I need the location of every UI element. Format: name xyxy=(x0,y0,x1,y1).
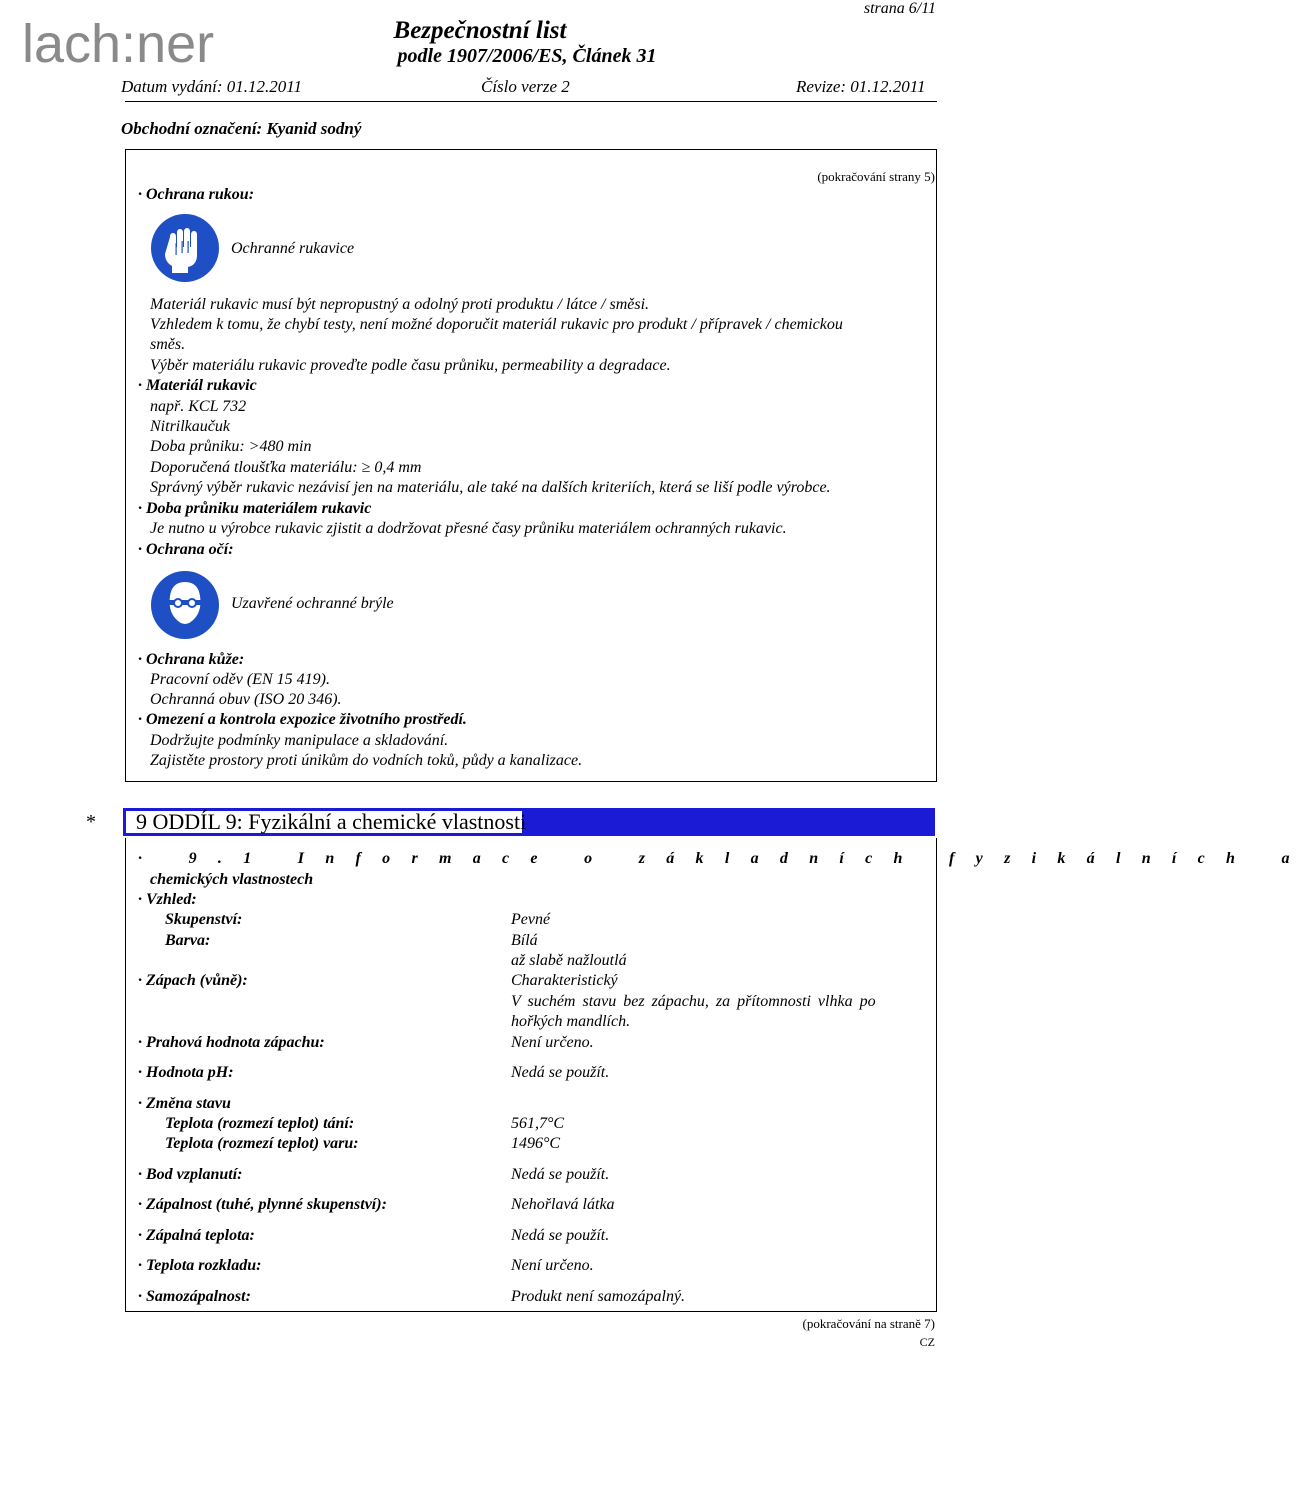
revision-marker: * xyxy=(86,811,96,833)
property-value: 561,7°C xyxy=(511,1115,565,1132)
property-label: · Bod vzplanutí: xyxy=(138,1166,243,1183)
goggles-icon xyxy=(150,570,220,640)
property-value: Pevné xyxy=(511,911,551,928)
glove-material-line-4: Doporučená tloušťka materiálu: ≥ 0,4 mm xyxy=(150,459,422,476)
glove-material-heading: · Materiál rukavic xyxy=(138,377,257,394)
goggles-label: Uzavřené ochranné brýle xyxy=(231,595,394,612)
property-label: Barva: xyxy=(165,932,211,949)
gloves-icon xyxy=(150,213,220,283)
revision-date: Revize: 01.12.2011 xyxy=(796,77,926,96)
property-value: V suchém stavu bez zápachu, za přítomnosti vlhka po xyxy=(511,993,876,1010)
property-value: Nedá se použít. xyxy=(511,1166,610,1183)
environment-heading: · Omezení a kontrola expozice životního prostředí. xyxy=(138,711,467,728)
property-value: Produkt není samozápalný. xyxy=(511,1288,686,1305)
info-heading-line-1: · 9.1 Informace o základních fyzikálních a xyxy=(138,850,1311,867)
property-value: Bílá xyxy=(511,932,538,949)
version-number: Číslo verze 2 xyxy=(481,77,570,96)
hand-text-line-1: Materiál rukavic musí být nepropustný a odolný proti produktu / látce / směsi. xyxy=(150,296,650,313)
property-value: Charakteristický xyxy=(511,972,618,989)
skin-line-1: Pracovní oděv (EN 15 419). xyxy=(150,671,330,688)
property-label: · Změna stavu xyxy=(138,1095,231,1112)
glove-material-line-5: Správný výběr rukavic nezávisí jen na materiálu, ale také na dalších kriteriích, která se liší podle výrobce. xyxy=(150,479,831,496)
property-value: Není určeno. xyxy=(511,1034,594,1051)
language-code: CZ xyxy=(919,1335,935,1349)
info-heading-line-2: chemických vlastnostech xyxy=(150,871,314,888)
property-label: · Teplota rozkladu: xyxy=(138,1257,262,1274)
hand-protection-heading: · Ochrana rukou: xyxy=(138,186,255,203)
appearance-heading: · Vzhled: xyxy=(138,891,197,908)
property-value: hořkých mandlích. xyxy=(511,1013,631,1030)
header-rule-top xyxy=(125,101,937,102)
property-label: · Zápalná teplota: xyxy=(138,1227,255,1244)
continued-from: (pokračování strany 5) xyxy=(817,169,935,184)
page-number: strana 6/11 xyxy=(863,0,936,17)
property-value: Nedá se použít. xyxy=(511,1227,610,1244)
gloves-label: Ochranné rukavice xyxy=(231,240,355,257)
hand-text-line-2: Vzhledem k tomu, že chybí testy, není možné doporučit materiál rukavic pro produkt / přípravek / chemickou xyxy=(150,316,843,333)
glove-material-line-3: Doba průniku: >480 min xyxy=(150,438,312,455)
property-label: Teplota (rozmezí teplot) tání: xyxy=(165,1115,355,1132)
document-subtitle: podle 1907/2006/ES, Článek 31 xyxy=(397,45,657,67)
section-9-title: 9 ODDÍL 9: Fyzikální a chemické vlastnosti xyxy=(136,809,527,834)
penetration-text: Je nutno u výrobce rukavic zjistit a dodržovat přesné časy průniku materiálem ochranných rukavic. xyxy=(150,520,787,537)
glove-material-line-1: např. KCL 732 xyxy=(150,398,247,415)
document-title: Bezpečnostní list xyxy=(393,17,567,44)
trade-name: Obchodní označení: Kyanid sodný xyxy=(121,119,362,138)
property-value: až slabě nažloutlá xyxy=(511,952,627,969)
issue-date: Datum vydání: 01.12.2011 xyxy=(121,77,302,96)
glove-material-line-2: Nitrilkaučuk xyxy=(150,418,230,435)
property-label: · Prahová hodnota zápachu: xyxy=(138,1034,325,1051)
penetration-heading: · Doba průniku materiálem rukavic xyxy=(138,500,372,517)
environment-line-2: Zajistěte prostory proti únikům do vodních toků, půdy a kanalizace. xyxy=(150,752,583,769)
property-label: · Zápalnost (tuhé, plynné skupenství): xyxy=(138,1196,387,1213)
company-logo: lach:ner xyxy=(22,14,215,74)
property-value: 1496°C xyxy=(511,1135,561,1152)
property-value: Nehořlavá látka xyxy=(511,1196,615,1213)
skin-protection-heading: · Ochrana kůže: xyxy=(138,651,245,668)
property-label: · Zápach (vůně): xyxy=(138,972,248,989)
hand-text-line-4: Výběr materiálu rukavic proveďte podle času průniku, permeability a degradace. xyxy=(150,357,671,374)
property-label: Teplota (rozmezí teplot) varu: xyxy=(165,1135,359,1152)
property-label: Skupenství: xyxy=(165,911,243,928)
continued-to: (pokračování na straně 7) xyxy=(802,1316,935,1331)
property-value: Nedá se použít. xyxy=(511,1064,610,1081)
environment-line-1: Dodržujte podmínky manipulace a skladování. xyxy=(150,732,449,749)
footer-rule xyxy=(125,1311,937,1312)
property-value: Není určeno. xyxy=(511,1257,594,1274)
property-label: · Hodnota pH: xyxy=(138,1064,234,1081)
property-label: · Samozápalnost: xyxy=(138,1288,251,1305)
eye-protection-heading: · Ochrana očí: xyxy=(138,541,234,558)
hand-text-line-3: směs. xyxy=(150,336,186,353)
skin-line-2: Ochranná obuv (ISO 20 346). xyxy=(150,691,342,708)
